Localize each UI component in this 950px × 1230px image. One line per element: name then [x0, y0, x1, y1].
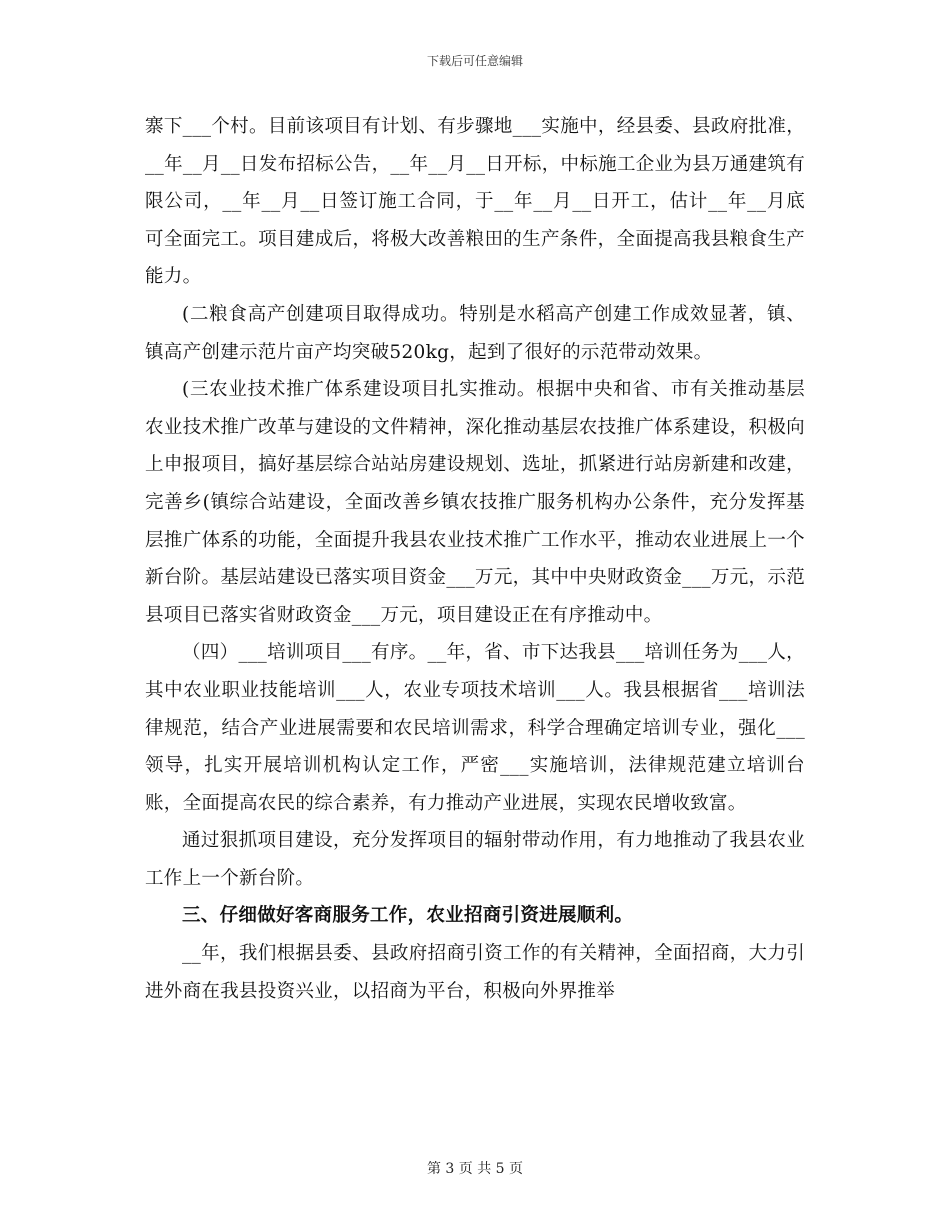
- paragraph-grain-yield-project: (二粮食高产创建项目取得成功。特别是水稻高产创建工作成效显著，镇、镇高产创建示范片亩产均突破520kg，起到了很好的示范带动效果。: [145, 303, 805, 363]
- paragraph-project-continuation: 寨下___个村。目前该项目有计划、有步骤地___实施中，经县委、县政府批准，__年__月__日发布招标公告，__年__月__日开标，中标施工企业为县万通建筑有限公司，__年__月__日签订施工合同，于__年__月__日开工，估计__年__月底可全面完工。项目建成后，将极大改善粮田的生产条件，全面提高我县粮食生产能力。: [145, 116, 805, 288]
- paragraph-tech-extension-project: (三农业技术推广体系建设项目扎实推动。根据中央和省、市有关推动基层农业技术推广改革与建设的文件精神，深化推动基层农技推广体系建设，积极向上申报项目，搞好基层综合站站房建设规划、选址，抓紧进行站房新建和改建，完善乡(镇综合站建设，全面改善乡镇农技推广服务机构办公条件，充分发挥基层推广体系的功能，全面提升我县农业技术推广工作水平，推动农业进展上一个新台阶。基层站建设已落实项目资金___万元，其中中央财政资金___万元，示范县项目已落实省财政资金___万元，项目建设正在有序推动中。: [145, 379, 805, 626]
- document-body: [145, 108, 805, 1010]
- paragraph-investment: __年，我们根据县委、县政府招商引资工作的有关精神，全面招商，大力引进外商在我县投资兴业，以招商为平台，积极向外界推举: [145, 943, 805, 1002]
- section-heading-investment: 三、仔细做好客商服务工作，农业招商引资进展顺利。: [182, 905, 634, 927]
- page-header: 下载后可任意编辑: [426, 54, 523, 68]
- page-footer: 第 3 页 共 5 页: [426, 1161, 524, 1177]
- paragraph-summary: 通过狠抓项目建设，充分发挥项目的辐射带动作用，有力地推动了我县农业工作上一个新台阶。: [145, 830, 805, 889]
- paragraph-training-project: （四）___培训项目___有序。__年，省、市下达我县___培训任务为___人，其中农业职业技能培训___人，农业专项技术培训___人。我县根据省___培训法律规范，结合产业进展需要和农民培训需求，科学合理确定培训专业，强化___领导，扎实开展培训机构认定工作，严密___实施培训，法律规范建立培训台账，全面提高农民的综合素养，有力推动产业进展，实现农民增收致富。: [145, 642, 805, 814]
